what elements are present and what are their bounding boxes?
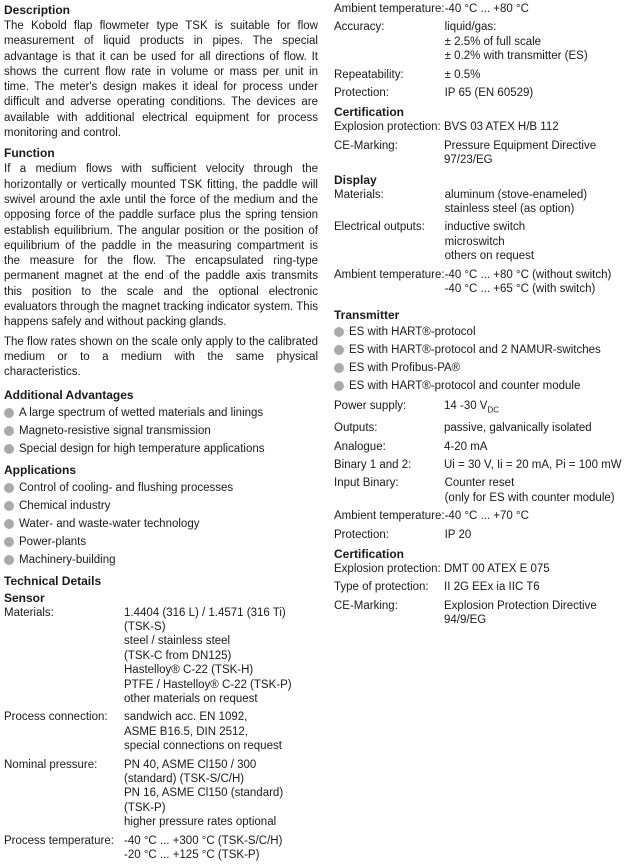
- spec-key: Binary 1 and 2:: [334, 459, 412, 472]
- advantages-heading: Additional Advantages: [4, 387, 134, 402]
- spec-row: [334, 599, 597, 632]
- spec-row: [334, 476, 615, 509]
- certification-heading-2: Certification: [334, 547, 405, 562]
- certification-table: [334, 120, 596, 171]
- spec-value: PN 40, ASME Cl150 / 300 (standard) (TSK-S/C/H) PN 16, ASME Cl150 (standard) (TSK-P) higher pressure rates optional: [124, 758, 284, 829]
- spec-row: [4, 710, 292, 757]
- list-item: Power-plants: [4, 533, 318, 551]
- spec-value: passive, galvanically isolated: [444, 422, 592, 435]
- sensor-subheading: Sensor: [4, 590, 45, 605]
- spec-key: Type of protection:: [334, 581, 429, 594]
- bullet-icon: [4, 519, 14, 529]
- left-column: [4, 2, 318, 866]
- spec-value: sandwich acc. EN 1092, ASME B16.5, DIN 2512, special connections on request: [124, 711, 282, 753]
- transmitter-heading: Transmitter: [334, 307, 400, 322]
- spec-value: -40 °C ... +80 °C: [444, 3, 529, 15]
- spec-key: Protection:: [334, 87, 389, 100]
- spec-key: Materials:: [4, 606, 54, 619]
- spec-row: [334, 20, 588, 67]
- bullet-icon: [4, 537, 14, 547]
- spec-row: [334, 68, 588, 86]
- bullet-icon: [4, 483, 14, 493]
- bullet-icon: [334, 363, 344, 373]
- spec-value: Pressure Equipment Directive 97/23/EG: [444, 139, 597, 167]
- spec-row: [334, 440, 592, 458]
- spec-key: Accuracy:: [334, 21, 385, 34]
- spec-row: [334, 120, 596, 138]
- list-item: ES with HART®-protocol and 2 NAMUR-switches: [334, 341, 632, 359]
- spec-value: 4-20 mA: [444, 440, 488, 453]
- spec-row: [334, 421, 592, 439]
- transmitter-input-table: [334, 476, 615, 546]
- spec-row: [334, 562, 597, 580]
- list-item: ES with HART®-protocol: [334, 323, 632, 341]
- transmitter-binary-table: [334, 458, 622, 476]
- display-spec-table: [334, 188, 611, 301]
- spec-row: [334, 188, 611, 221]
- list-item: Magneto-resistive signal transmission: [4, 422, 318, 440]
- spec-key: Outputs:: [334, 422, 378, 435]
- spec-key: Ambient temperature:: [334, 3, 445, 15]
- spec-value: Explosion Protection Directive 94/9/EG: [444, 599, 597, 627]
- spec-value: -40 °C ... +300 °C (TSK-S/C/H) -20 °C ... +125 °C (TSK-P): [124, 834, 283, 862]
- spec-row: [334, 86, 588, 104]
- spec-row: [334, 220, 611, 267]
- list-item: Control of cooling- and flushing processes: [4, 479, 318, 497]
- spec-value: 1.4404 (316 L) / 1.4571 (316 Ti) (TSK-S) steel / stainless steel (TSK-C from DN125) Hastelloy® C-22 (TSK-H) PTFE / Hastelloy® C-22 (TSK-P) other materials on request: [124, 606, 292, 705]
- spec-row: [4, 606, 292, 711]
- spec-key: Process connection:: [4, 711, 108, 724]
- spec-value: IP 65 (EN 60529): [444, 87, 534, 100]
- spec-row: [334, 580, 597, 598]
- spec-row: [334, 268, 611, 301]
- transmitter-spec-table: [334, 399, 499, 422]
- spec-value: Ui = 30 V, Ii = 20 mA, Pi = 100 mW: [444, 459, 622, 472]
- transmitter-list: [334, 323, 632, 395]
- spec-key: Ambient temperature:: [334, 268, 445, 281]
- spec-value: DMT 00 ATEX E 075: [444, 563, 550, 576]
- spec-value: -40 °C ... +70 °C: [444, 510, 529, 523]
- technical-details-heading: Technical Details: [4, 573, 102, 588]
- spec-row: [334, 528, 615, 546]
- spec-key: Explosion protection:: [334, 563, 441, 576]
- list-item: Water- and waste-water technology: [4, 515, 318, 533]
- list-item: Special design for high temperature applications: [4, 440, 318, 458]
- right-column: [334, 2, 632, 632]
- spec-key: CE-Marking:: [334, 139, 398, 152]
- list-item: ES with HART®-protocol and counter module: [334, 377, 632, 395]
- spec-row: [334, 458, 622, 476]
- bullet-icon: [334, 327, 344, 337]
- spec-key: Protection:: [334, 528, 389, 541]
- spec-key: Input Binary:: [334, 477, 399, 490]
- display-heading: Display: [334, 172, 377, 187]
- spec-value: aluminum (stove-enameled) stainless steel (as option): [444, 188, 588, 216]
- certification-table-2: [334, 562, 597, 632]
- spec-value: 14 -30 $V_{DC}$: [444, 399, 500, 414]
- bullet-icon: [4, 426, 14, 436]
- applications-list: [4, 479, 318, 569]
- description-heading: Description: [4, 3, 71, 17]
- spec-value: ± 0.5%: [444, 68, 481, 81]
- spec-key: Ambient temperature:: [334, 510, 445, 523]
- spec-row: [334, 399, 499, 422]
- advantages-list: [4, 404, 318, 458]
- list-item: ES with Profibus-PA®: [334, 359, 632, 377]
- spec-key: CE-Marking:: [334, 599, 398, 612]
- spec-row: [334, 509, 615, 527]
- function-heading: Function: [4, 146, 55, 161]
- bullet-icon: [4, 555, 14, 565]
- spec-row: [4, 758, 292, 834]
- spec-row: [4, 834, 292, 866]
- bullet-icon: [4, 408, 14, 418]
- spec-key: Electrical outputs:: [334, 221, 425, 234]
- spec-key: Explosion protection:: [334, 121, 441, 134]
- spec-key: Materials:: [334, 188, 384, 201]
- bullet-icon: [334, 345, 344, 355]
- spec-value: II 2G EEx ia IIC T6: [444, 581, 540, 594]
- spec-key: Nominal pressure:: [4, 758, 98, 771]
- spec-key: Power supply:: [334, 399, 407, 412]
- spec-value: liquid/gas: ± 2.5% of full scale ± 0.2% with transmitter (ES): [444, 21, 588, 63]
- transmitter-outputs-table: [334, 421, 592, 458]
- spec-value: BVS 03 ATEX H/B 112: [444, 121, 559, 134]
- spec-row: [334, 139, 596, 172]
- bullet-icon: [4, 501, 14, 511]
- sensor-spec-table-continued: [334, 2, 588, 104]
- list-item: Chemical industry: [4, 497, 318, 515]
- spec-key: Analogue:: [334, 440, 386, 453]
- list-item: A large spectrum of wetted materials and linings: [4, 404, 318, 422]
- spec-key: Process temperature:: [4, 834, 114, 847]
- spec-value: IP 20: [444, 528, 472, 541]
- list-item: Machinery-building: [4, 551, 318, 569]
- certification-heading: Certification: [334, 105, 405, 120]
- applications-heading: Applications: [4, 462, 77, 477]
- bullet-icon: [4, 444, 14, 454]
- bullet-icon: [334, 381, 344, 391]
- function-text-calibration: The flow rates shown on the scale only apply to the calibrated medium or to a medium with the same physical characteristics.: [4, 335, 318, 379]
- function-text: If a medium flows with sufficient velocity through the horizontally or vertically mounted TSK fitting, the paddle will swivel around the axle until the force of the medium and the opposing force of the paddle surface plus the spring tension establish equilibrium. The angular position or the position of equilibrium of the paddle in the measuring compartment is the measure for the flow. The encapsulated ring-type permanent magnet at the end of the paddle axis transmits this position to the scale and the optional electronic evaluators through the magnet tracking indicator system. This happens safely and without packing glands.: [4, 163, 318, 329]
- spec-row: [334, 2, 588, 20]
- spec-value: inductive switch microswitch others on request: [444, 221, 535, 263]
- description-text: The Kobold flap flowmeter type TSK is suitable for flow measurement of liquid products in pipes. The special advantage is that it can be used for all directions of flow. It shows the current flow rate in volume or mass per unit in time. The meter's design makes it ideal for process under difficult and adverse operating conditions. The devices are available with additional electrical equipment for process monitoring and control.: [4, 20, 318, 140]
- spec-value: Counter reset (only for ES with counter module): [444, 477, 615, 504]
- sensor-spec-table: [4, 606, 292, 866]
- spec-key: Repeatability:: [334, 68, 404, 81]
- spec-value: -40 °C ... +80 °C (without switch) -40 °C ... +65 °C (with switch): [444, 268, 612, 296]
